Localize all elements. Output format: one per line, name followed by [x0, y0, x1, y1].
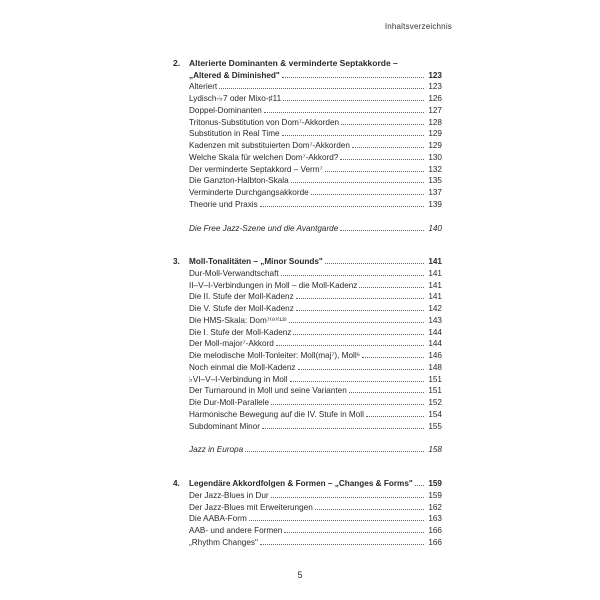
toc-entry-page: 142	[428, 304, 442, 313]
chapter-2-extra-page: 140	[428, 223, 442, 233]
chapter-2-subtitle-page: 123	[428, 70, 442, 80]
toc-entry-label: Der verminderte Septakkord – Verm⁷	[189, 164, 323, 174]
toc-entry-label: Theorie und Praxis	[189, 199, 258, 209]
toc-entry	[173, 502, 442, 514]
toc-entry	[173, 490, 442, 502]
page-number: 5	[297, 570, 303, 580]
leader-dots	[341, 123, 424, 125]
toc-entry-page: 162	[428, 502, 442, 512]
chapter-2	[173, 58, 442, 234]
toc-entry-page: 137	[428, 188, 442, 197]
toc-entry-page: 166	[428, 537, 442, 547]
leader-dots	[290, 380, 424, 382]
chapter-3-extra-page: 158	[428, 445, 442, 455]
toc-entry-page: 130	[428, 152, 442, 162]
toc-entry-label: Verminderte Durchgangsakkorde	[189, 188, 309, 197]
toc-entry-page: 129	[428, 141, 442, 150]
toc-entry-label: Noch einmal die Moll-Kadenz	[189, 362, 296, 372]
toc-entry	[173, 385, 442, 397]
chapter-4	[173, 478, 442, 549]
toc-entry	[173, 280, 442, 292]
toc-entry	[173, 93, 442, 105]
leader-dots	[262, 427, 424, 429]
toc-entry-page: 141	[428, 268, 442, 278]
toc-entry-page: 126	[428, 94, 442, 103]
leader-dots	[366, 415, 424, 417]
leader-dots	[219, 87, 424, 89]
toc-entry-label: Der Turnaround in Moll und seine Varianten	[189, 386, 347, 396]
toc-entry-page: 141	[428, 292, 442, 302]
chapter-2-entries	[173, 81, 442, 210]
toc-entry	[173, 338, 442, 350]
leader-dots	[296, 297, 424, 299]
toc-entry-page: 159	[428, 490, 442, 500]
leader-dots	[352, 146, 424, 148]
toc-entry-label: Die Ganzton-Halbton-Skala	[189, 176, 289, 186]
toc-entry	[173, 362, 442, 374]
leader-dots	[415, 484, 424, 486]
toc-entry	[173, 128, 442, 140]
toc-entry-page: 144	[428, 327, 442, 337]
toc-entry	[173, 187, 442, 199]
toc-entry-label: Die melodische Moll-Tonleiter: Moll(maj⁷), Moll⁶	[189, 351, 361, 360]
leader-dots	[291, 181, 424, 183]
toc-entry-page: 154	[428, 409, 442, 419]
toc-entry-label: II–V–I-Verbindungen in Moll – die Moll-Kadenz	[189, 280, 358, 290]
toc-entry-label: Die AABA-Form	[189, 514, 247, 524]
toc-entry-label: Der Jazz-Blues mit Erweiterungen	[189, 502, 313, 512]
chapter-4-title-page: 159	[428, 479, 442, 488]
toc-entry-page: 144	[428, 339, 442, 349]
leader-dots	[260, 543, 424, 545]
toc-entry	[173, 421, 442, 433]
toc-entry-label: Die I. Stufe der Moll-Kadenz	[189, 327, 292, 337]
chapter-3-title-page: 141	[428, 257, 442, 266]
chapter-4-number: 4.	[173, 479, 180, 488]
toc-entry-label: Die II. Stufe der Moll-Kadenz	[189, 292, 294, 302]
chapter-3-number: 3.	[173, 257, 180, 266]
toc-entry-label: Der Moll-major⁷-Akkord	[189, 339, 274, 349]
toc-entry	[173, 140, 442, 152]
toc-entry	[173, 199, 442, 211]
leader-dots	[284, 531, 424, 533]
chapter-2-extra-row	[173, 223, 442, 235]
leader-dots	[283, 99, 424, 101]
leader-dots	[264, 111, 424, 113]
leader-dots	[282, 76, 424, 78]
toc-entry-page: 135	[428, 176, 442, 186]
toc-entry-page: 163	[428, 514, 442, 524]
toc-entry	[173, 164, 442, 176]
leader-dots	[245, 450, 424, 452]
toc-entry-page: 151	[428, 374, 442, 384]
leader-dots	[260, 205, 424, 207]
chapter-2-title-text: Alterierte Dominanten & verminderte Septakkorde –	[189, 58, 398, 68]
chapter-4-title: Legendäre Akkordfolgen & Formen – „Changes & Forms"	[189, 479, 413, 488]
toc-entry	[173, 291, 442, 303]
toc-entry-label: Die HMS-Skala: Dom⁷⁽⁹⁾⁽¹³⁾	[189, 315, 287, 325]
running-header: Inhaltsverzeichnis	[384, 22, 452, 31]
toc-entry-label: Tritonus-Substitution von Dom⁷-Akkorden	[189, 117, 340, 127]
leader-dots	[289, 321, 424, 323]
toc-entry	[173, 117, 442, 129]
toc-entry-label: Der Jazz-Blues in Dur	[189, 490, 269, 500]
chapter-4-entries	[173, 490, 442, 549]
chapter-2-subtitle: „Altered & Diminished"	[189, 70, 280, 80]
toc-entry	[173, 513, 442, 525]
leader-dots	[362, 356, 424, 358]
toc-entry-label: Lydisch-♭7 oder Mixo-♯11	[189, 94, 282, 103]
chapter-3-extra-row	[173, 444, 442, 456]
toc-entry-label: Dur-Moll-Verwandtschaft	[189, 268, 279, 278]
toc-entry-page: 143	[428, 315, 442, 325]
toc-entry-label: Substitution in Real Time	[189, 129, 280, 139]
leader-dots	[340, 229, 424, 231]
leader-dots	[315, 508, 424, 510]
toc-entry-page: 123	[428, 82, 442, 92]
leader-dots	[271, 496, 424, 498]
toc-entry	[173, 175, 442, 187]
toc-entry-label: Die V. Stufe der Moll-Kadenz	[189, 304, 294, 313]
chapter-2-extra-label: Die Free Jazz-Szene und die Avantgarde	[189, 223, 339, 233]
leader-dots	[282, 134, 424, 136]
leader-dots	[271, 403, 424, 405]
toc-entry-label: Kadenzen mit substituierten Dom⁷-Akkorden	[189, 141, 350, 150]
chapter-2-title	[173, 58, 442, 70]
toc-entry-label: Alteriert	[189, 82, 218, 92]
chapter-3-title-row	[173, 256, 442, 268]
chapter-4-title-row	[173, 478, 442, 490]
chapter-2-number: 2.	[173, 58, 181, 68]
toc-entry-page: 146	[428, 351, 442, 360]
toc-entry-label: Harmonische Bewegung auf die IV. Stufe in Moll	[189, 409, 364, 419]
toc-entry	[173, 81, 442, 93]
toc-entry	[173, 409, 442, 421]
chapter-3-title: Moll-Tonalitäten – „Minor Sounds"	[189, 257, 323, 266]
toc-entry-label: AAB- und andere Formen	[189, 526, 283, 535]
leader-dots	[359, 286, 424, 288]
toc-entry	[173, 374, 442, 386]
toc-entry-label: Welche Skala für welchen Dom⁷-Akkord?	[189, 152, 339, 162]
toc-entry-page: 148	[428, 362, 442, 372]
leader-dots	[276, 344, 424, 346]
toc-entry-page: 129	[428, 129, 442, 139]
leader-dots	[325, 170, 424, 172]
leader-dots	[349, 391, 424, 393]
chapter-3-extra-label: Jazz in Europa	[189, 445, 244, 455]
toc-entry	[173, 268, 442, 280]
toc-entry	[173, 525, 442, 537]
toc-entry-page: 128	[428, 117, 442, 127]
toc-entry-page: 155	[428, 421, 442, 431]
toc-entry-label: Subdominant Minor	[189, 421, 260, 431]
toc-entry	[173, 303, 442, 315]
toc-entry-label: „Rhythm Changes"	[189, 537, 258, 547]
toc-entry-label: ♭VI–V–I-Verbindung in Moll	[189, 374, 288, 384]
toc-entry-page: 127	[428, 105, 442, 115]
toc-entry-page: 151	[428, 386, 442, 396]
leader-dots	[293, 333, 424, 335]
leader-dots	[298, 368, 425, 370]
leader-dots	[340, 158, 424, 160]
toc-entry	[173, 350, 442, 362]
toc-entry-label: Doppel-Dominanten	[189, 105, 262, 115]
leader-dots	[249, 519, 424, 521]
toc-entry	[173, 105, 442, 117]
toc-entry-page: 166	[428, 526, 442, 535]
toc-entry	[173, 315, 442, 327]
toc-entry	[173, 397, 442, 409]
chapter-3-entries	[173, 268, 442, 433]
toc-entry	[173, 537, 442, 549]
toc-entry	[173, 152, 442, 164]
toc-entry	[173, 327, 442, 339]
leader-dots	[281, 274, 424, 276]
chapter-3	[173, 256, 442, 456]
toc-entry-page: 132	[428, 164, 442, 174]
leader-dots	[325, 262, 424, 264]
leader-dots	[296, 309, 424, 311]
toc-entry-page: 139	[428, 199, 442, 209]
chapter-2-subtitle-row	[173, 70, 442, 82]
toc-entry-page: 152	[428, 398, 442, 407]
leader-dots	[311, 193, 424, 195]
toc-entry-label: Die Dur-Moll-Parallele	[189, 398, 270, 407]
toc-entry-page: 141	[428, 280, 442, 290]
